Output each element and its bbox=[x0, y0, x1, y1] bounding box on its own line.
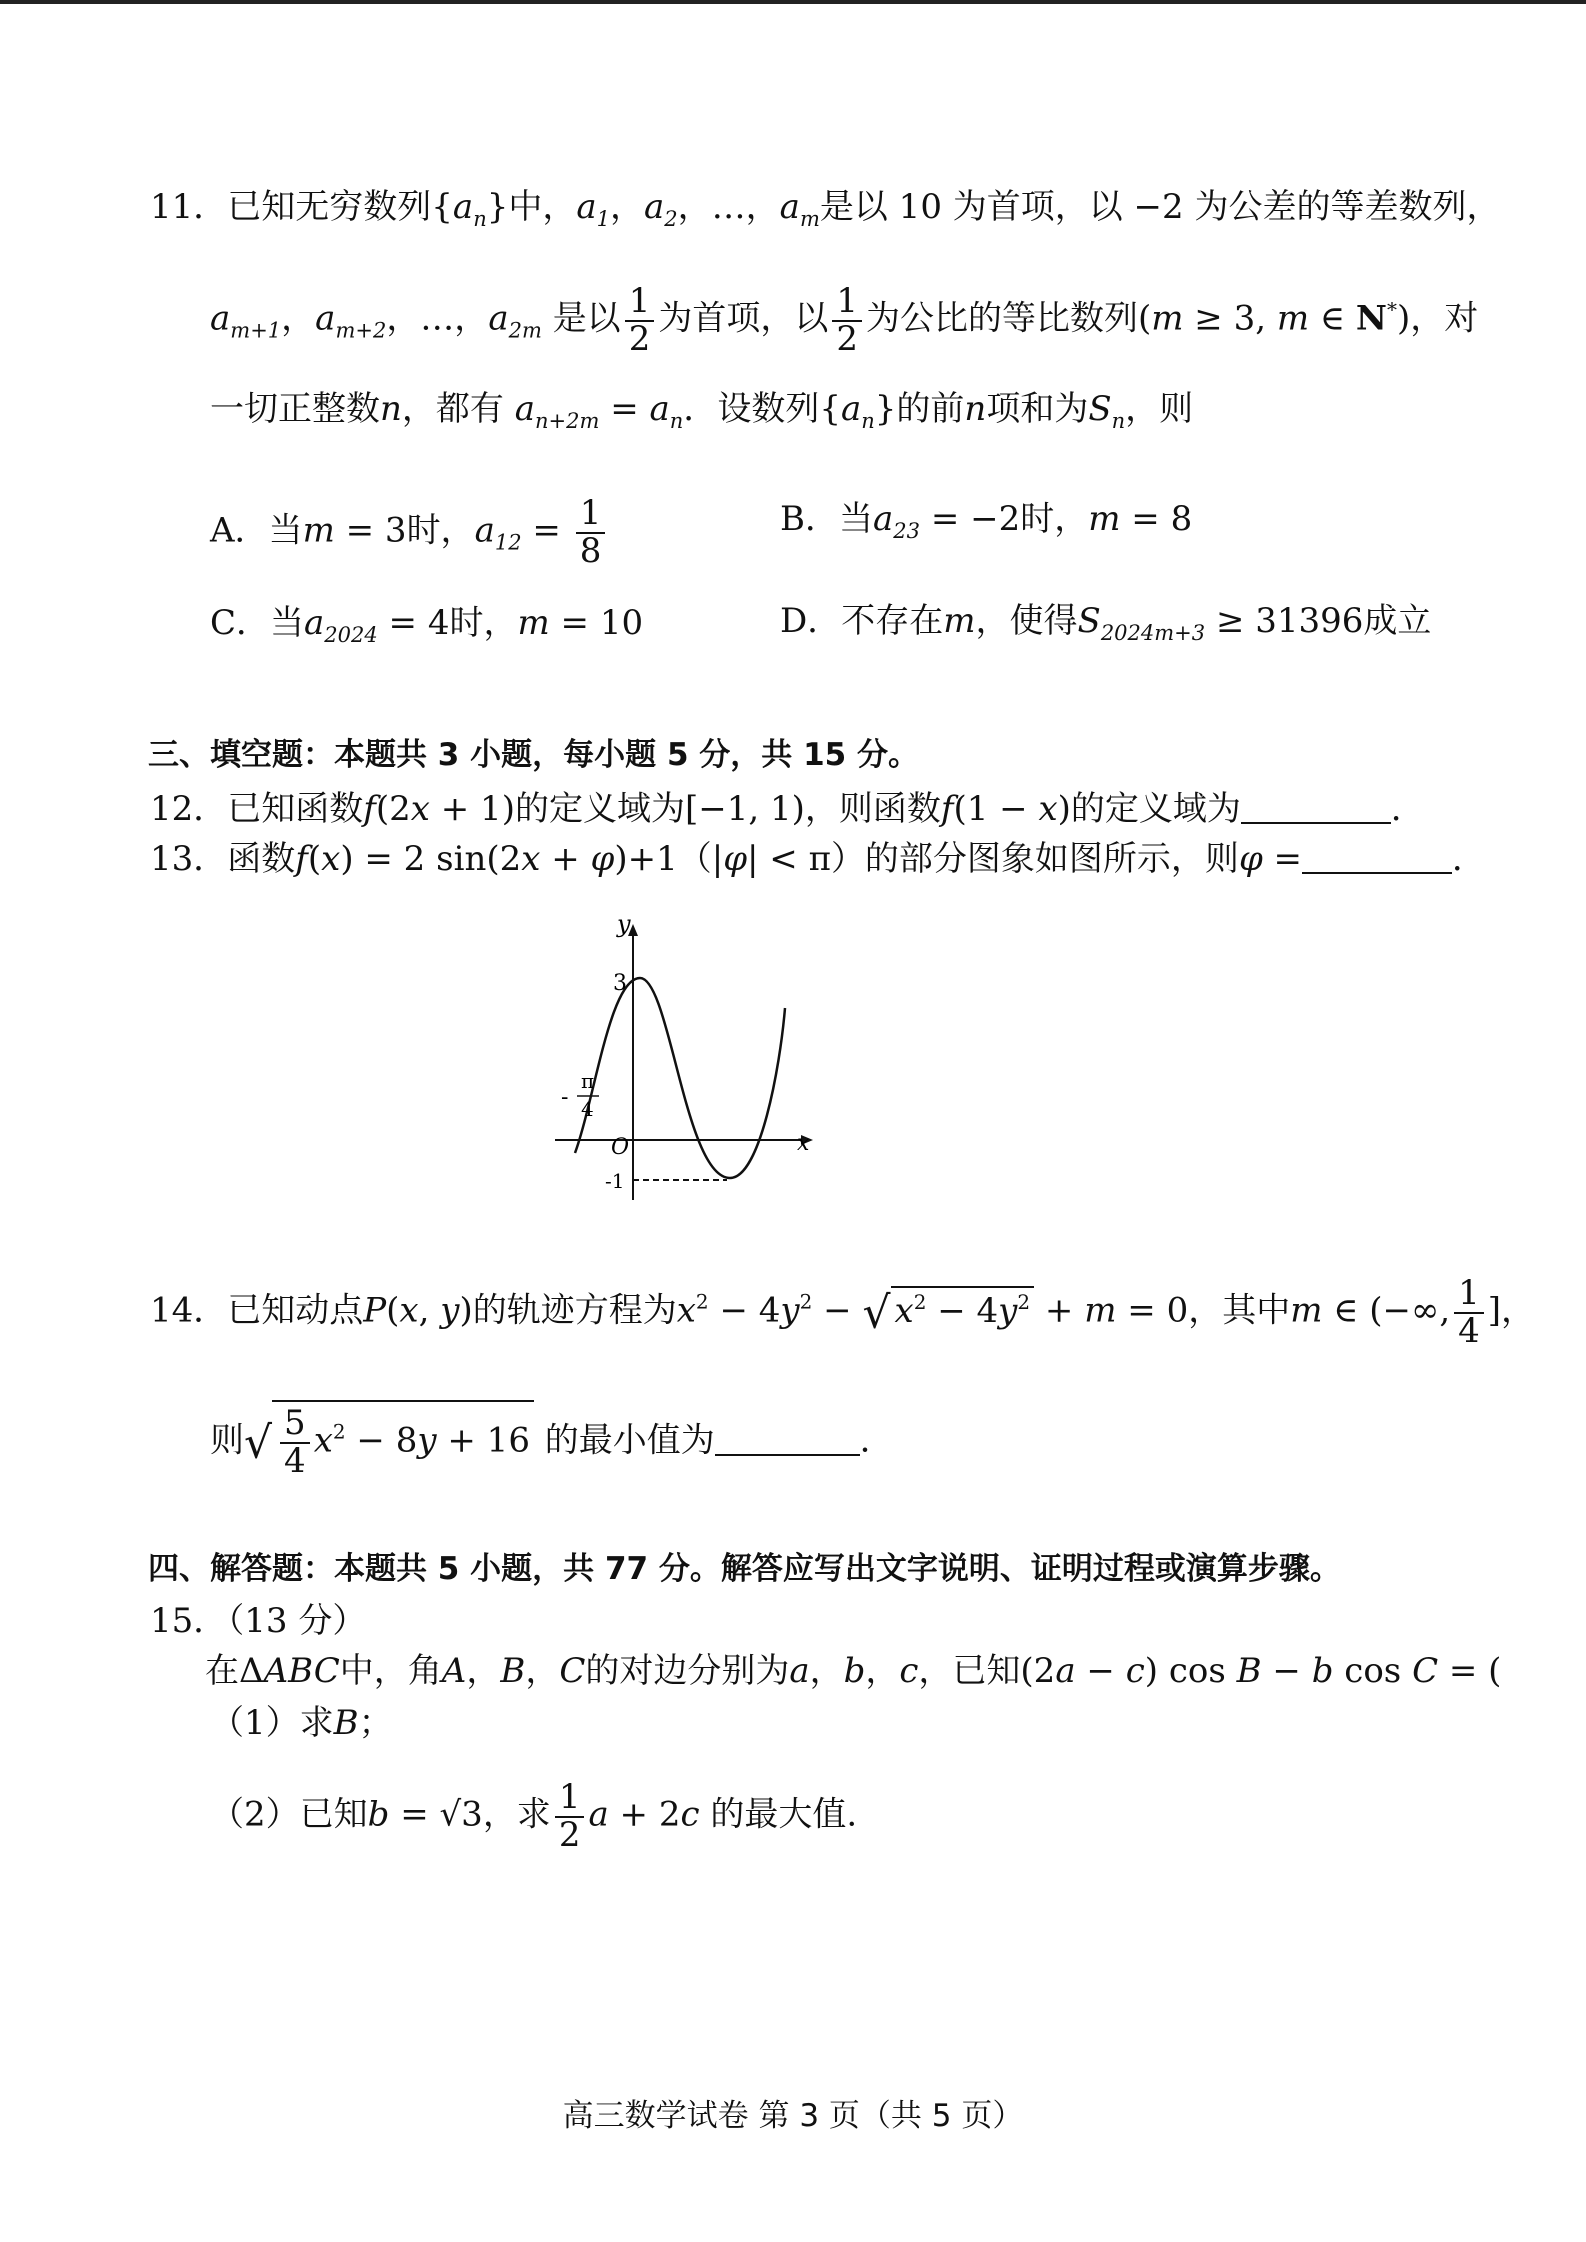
tick-label-minus-1: -1 bbox=[605, 1169, 625, 1193]
q14-line1: 14．已知动点P(x, y)的轨迹方程为$x^2 - 4y^2$ − √ $x^2 - 4y^2 + m = 0$，其中m ∈ (−∞, $\frac{1}{4}$ ]， bbox=[150, 1273, 1536, 1351]
sine-graph bbox=[545, 918, 825, 1218]
q15-part2: （2）已知b = √3，求 $\frac{1}{2}$ a + 2c 的最大值. bbox=[210, 1777, 858, 1855]
answer-blank[interactable] bbox=[1302, 842, 1452, 874]
fraction-one-quarter: $\frac{1}{4}$ bbox=[1454, 1276, 1484, 1349]
q12-line: 12．已知函数f(2x + 1)的定义域为[−1, 1)，则函数f(1 − x)的定义域为 ． bbox=[150, 789, 1425, 829]
fraction-one-eighth: $\frac{1}{8}$ bbox=[576, 496, 606, 569]
q15-header: 15．（13 分） bbox=[150, 1601, 367, 1641]
origin-label: O bbox=[611, 1135, 630, 1160]
section-heading-fill-in: 三、填空题：本题共 3 小题，每小题 5 分，共 15 分。 bbox=[148, 737, 920, 773]
tick-label-minus-sign: - bbox=[561, 1085, 569, 1110]
x-axis-label: x bbox=[797, 1131, 810, 1156]
q11-line2: $a_{m+1}$，$a_{m+2}$，…，$a_{2m}$ 是以 $\frac{1}{2}$ 为首项，以 $\frac{1}{2}$ 为公比的等比数列(m ≥ 3, m ∈ N*)，对 bbox=[210, 281, 1479, 359]
q11-option-d: D．不存在m，使得$S_{2024m+3} \ge 31396$成立 bbox=[780, 601, 1432, 645]
q15-line1: 在ΔABC中，角A，B，C的对边分别为a，b，c，已知(2a − c) cos B − b cos C = ( bbox=[205, 1651, 1502, 1691]
answer-blank[interactable] bbox=[1241, 792, 1391, 824]
fraction-five-quarters: $\frac{5}{4}$ bbox=[280, 1406, 310, 1479]
fraction-half: $\frac{1}{2}$ bbox=[832, 284, 862, 357]
q11-option-a: A．当m = 3时，$a_{12}$ = $\frac{1}{8}$ bbox=[210, 496, 609, 569]
q11-option-c: C．当$a_{2024} = 4$时，m = 10 bbox=[210, 603, 644, 647]
y-axis-label: y bbox=[617, 918, 631, 938]
tick-label-pi: π bbox=[581, 1069, 595, 1093]
fraction-half: $\frac{1}{2}$ bbox=[555, 1780, 585, 1853]
sine-curve bbox=[575, 978, 785, 1178]
q11-line3: 一切正整数n，都有 $a_{n+2m} = a_n$．设数列$\{a_n\}$的前n项和为$S_n$，则 bbox=[210, 389, 1194, 433]
tick-label-4: 4 bbox=[581, 1097, 594, 1121]
page-footer: 高三数学试卷 第 3 页（共 5 页） bbox=[562, 2098, 1024, 2134]
tick-label-3: 3 bbox=[613, 971, 627, 996]
fraction-half: $\frac{1}{2}$ bbox=[625, 284, 655, 357]
top-border bbox=[0, 0, 1586, 4]
q11-line1: 11．已知无穷数列$\{a_n\}$中，$a_1$，$a_2$，…，$a_m$是以 10 为首项，以 −2 为公差的等差数列， bbox=[150, 187, 1501, 231]
q11-option-b: B．当$a_{23} = -2$时，m = 8 bbox=[780, 499, 1193, 543]
q15-part1: （1）求B； bbox=[210, 1703, 393, 1743]
q14-line2: 则√ $\frac{5}{4}$ $x^2 - 8y + 16$ 的最小值为 ． bbox=[210, 1400, 894, 1479]
q13-line: 13．函数f(x) = 2 sin(2x + φ)+1（|φ| < π）的部分图象如图所示，则φ = ． bbox=[150, 839, 1487, 879]
section-heading-solutions: 四、解答题：本题共 5 小题，共 77 分。解答应写出文字说明、证明过程或演算步骤。 bbox=[148, 1551, 1341, 1587]
question-number: 11． bbox=[150, 187, 228, 227]
answer-blank[interactable] bbox=[715, 1424, 860, 1456]
